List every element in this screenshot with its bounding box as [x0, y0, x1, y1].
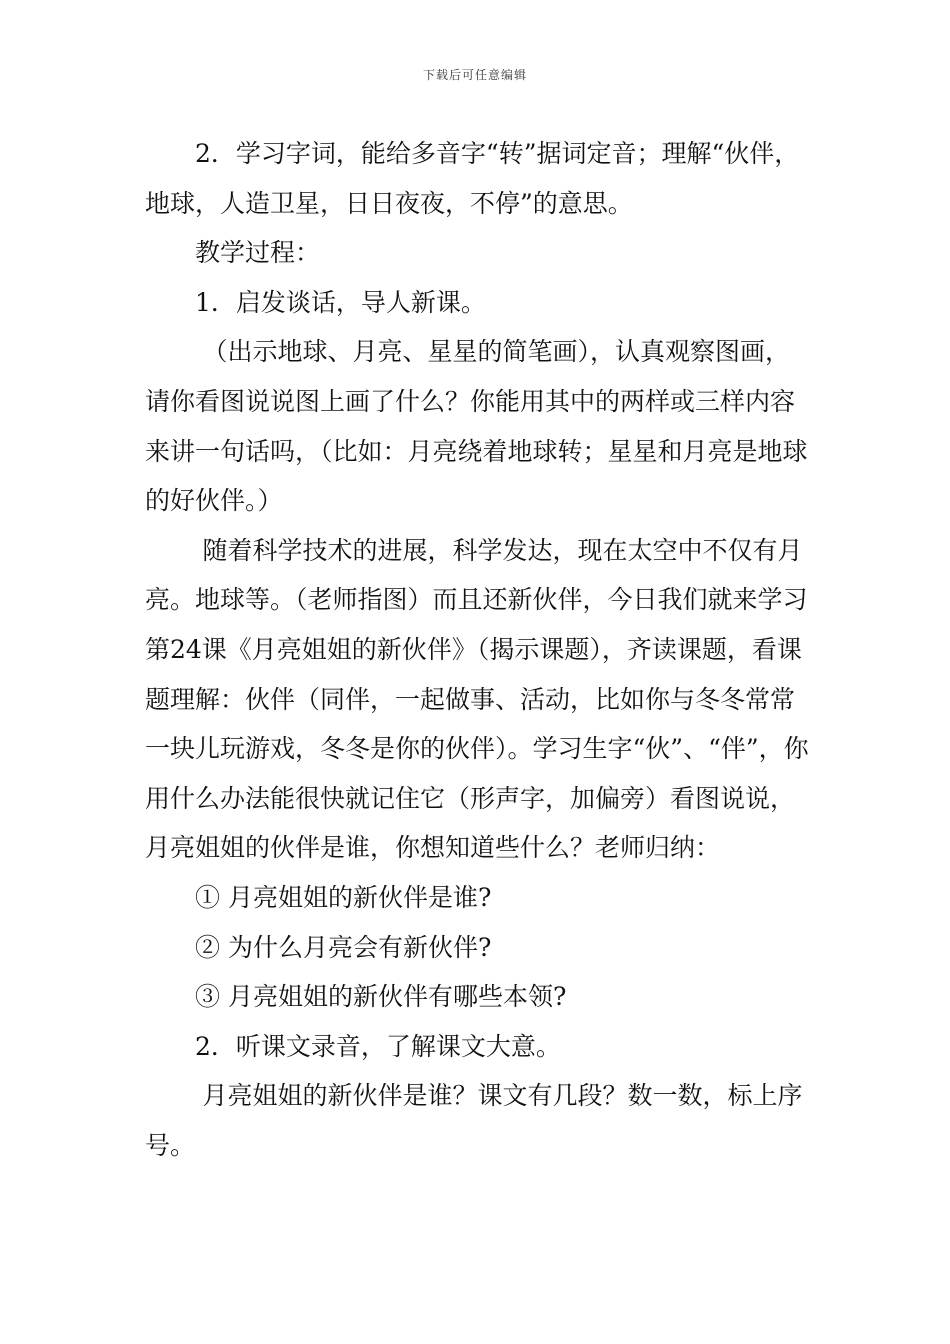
question-item-2: ② 为什么月亮会有新伙伴?: [195, 932, 492, 962]
paragraph-step-2: 2．听课文录音，了解课文大意。: [195, 1031, 561, 1061]
paragraph-picture-talk: （出示地球、月亮、星星的简笔画），认真观察图画，请你看图说说图上画了什么？你能用其中的两样或三样内容来讲一句话吗，（比如：月亮绕着地球转；星星和月亮是地球的好伙伴。）: [145, 337, 808, 516]
document-body: [145, 129, 810, 1170]
header-note: 下载后可任意编辑: [422, 68, 527, 82]
paragraph-introduction: 随着科学技术的进展，科学发达，现在太空中不仅有月亮。地球等。（老师指图）而且还新伙伴，今日我们就来学习第24课《月亮姐姐的新伙伴》（揭示课题），齐读课题，看课题理解：伙伴（同伴，一起做事、活动，比如你与冬冬常常一块儿玩游戏，冬冬是你的伙伴）。学习生字“伙”、“伴”，你用什么办法能很快就记住它（形声字，加偏旁）看图说说，月亮姐姐的伙伴是谁，你想知道些什么？老师归纳：: [145, 535, 809, 863]
question-item-1: ① 月亮姐姐的新伙伴是谁?: [195, 882, 492, 912]
paragraph-objective-2: 2．学习字词，能给多音字“转”据词定音；理解“伙伴，地球，人造卫星，日日夜夜，不停”的意思。: [145, 139, 800, 218]
paragraph-step-1: 1．启发谈话，导人新课。: [195, 287, 486, 317]
paragraph-final-question: 月亮姐姐的新伙伴是谁？课文有几段？数一数，标上序号。: [145, 1081, 803, 1160]
question-item-3: ③ 月亮姐姐的新伙伴有哪些本领?: [195, 982, 567, 1012]
paragraph-process-heading: 教学过程：: [195, 238, 321, 268]
